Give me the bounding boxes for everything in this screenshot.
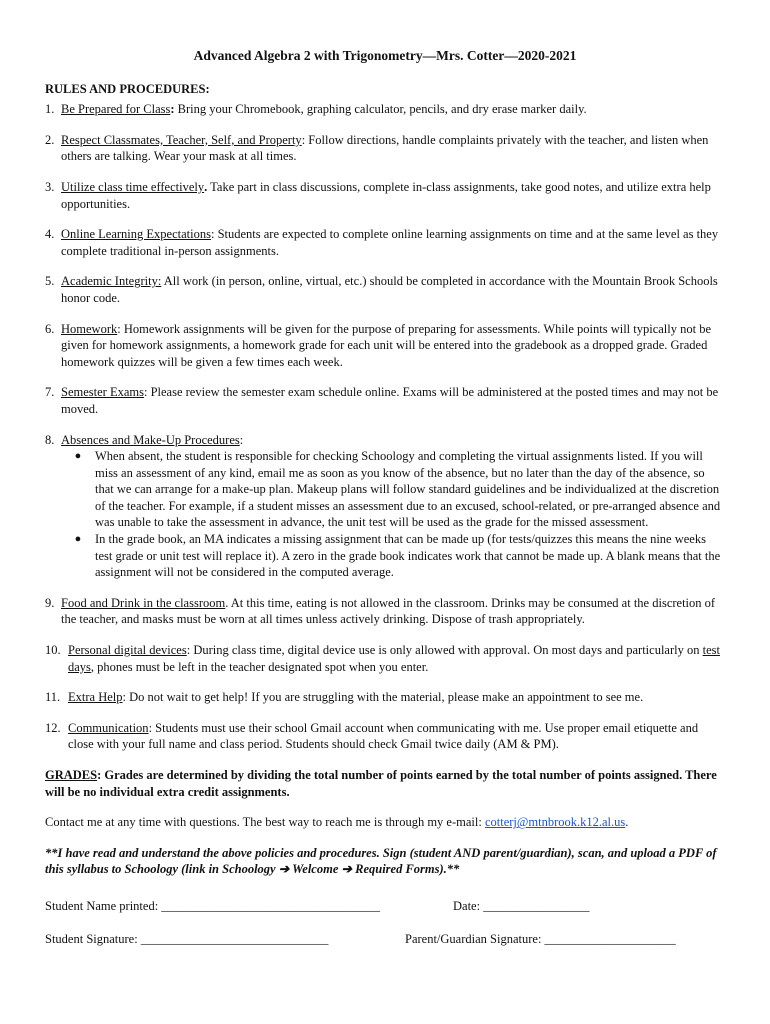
arrow-right-icon: ➔ bbox=[278, 862, 290, 877]
arrow-right-icon: ➔ bbox=[341, 862, 352, 877]
rule-title: Be Prepared for Class bbox=[61, 102, 171, 117]
rule-1 bbox=[45, 101, 725, 118]
page-title: Advanced Algebra 2 with Trigonometry—Mrs. Cotter—2020-2021 bbox=[193, 48, 577, 63]
rule-number: 9. bbox=[45, 595, 55, 610]
rule-number: 6. bbox=[45, 321, 55, 336]
student-name-field[interactable]: Student Name printed: ___________________________________ bbox=[45, 898, 381, 913]
rule-title: Homework bbox=[61, 321, 118, 336]
rule-2 bbox=[45, 132, 725, 165]
rule-separator: . bbox=[204, 179, 208, 194]
bullet-icon: ● bbox=[74, 533, 82, 546]
rule-separator: : bbox=[143, 385, 148, 400]
grades-paragraph bbox=[45, 767, 725, 800]
rule-number: 5. bbox=[45, 274, 55, 289]
rule-text: At this time, eating is not allowed in the classroom. Drinks may be consumed at the discretion of the teacher, and masks must be worn at all times unless actively drinking. Dispose of trash appropriately. bbox=[61, 595, 716, 627]
acknowledgement-paragraph bbox=[45, 845, 725, 878]
rule-title: Respect Classmates, Teacher, Self, and Property bbox=[61, 132, 302, 147]
rule-text: Take part in class discussions, complete in-class assignments, take good notes, and utilize extra help opportunities. bbox=[61, 179, 711, 211]
rule-separator: : bbox=[148, 720, 153, 735]
rule-11 bbox=[45, 689, 725, 706]
rule-number: 11. bbox=[45, 690, 61, 705]
acknowledgement-text: **I have read and understand the above policies and procedures. Sign (student AND parent/guardian), scan, and upload a PDF of this syllabus to Schoology (link in Schoology bbox=[45, 845, 717, 877]
rules-heading: RULES AND PROCEDURES: bbox=[45, 81, 210, 96]
rule-title: Communication bbox=[68, 720, 149, 735]
rule-text-end: , phones must be left in the teacher designated spot when you enter. bbox=[90, 659, 429, 674]
rule-title: Online Learning Expectations bbox=[61, 227, 211, 242]
rule-number: 7. bbox=[45, 385, 55, 400]
signature-row-name bbox=[45, 898, 725, 915]
rule-text: Follow directions, handle complaints privately with the teacher, and listen when others are talking. Wear your mask at all times. bbox=[61, 132, 709, 164]
rule-text: Do not wait to get help! If you are struggling with the material, please make an appointment to see me. bbox=[125, 690, 644, 705]
rule-4 bbox=[45, 226, 725, 259]
rule-title: Personal digital devices bbox=[68, 643, 187, 658]
rule-10 bbox=[45, 642, 725, 675]
rule-separator: : bbox=[186, 643, 191, 658]
acknowledgement-step-forms: Required Forms).** bbox=[352, 862, 460, 877]
grades-text: : Grades are determined by dividing the total number of points earned by the total number of points assigned. There will be no individual extra credit assignments. bbox=[45, 768, 717, 799]
rule-text: Students are expected to complete online learning assignments on time and at the same level as they complete traditional in-person assignments. bbox=[61, 227, 719, 258]
rule-separator: : bbox=[117, 321, 121, 336]
rule-number: 1. bbox=[45, 102, 55, 117]
bullet-text: In the grade book, an MA indicates a missing assignment that can be made up (for tests/quizzes this means the nine weeks test grade or unit test will replace it). A zero in the grade book indicates work that cannot be made up. A blank means that the assignment will not be considered in the computed average. bbox=[95, 532, 721, 580]
contact-paragraph bbox=[45, 814, 725, 831]
student-signature-field[interactable]: Student Signature: ______________________________ bbox=[45, 931, 329, 946]
syllabus-page bbox=[45, 48, 725, 963]
rule-number: 3. bbox=[45, 179, 55, 194]
rule-text: Bring your Chromebook, graphing calculator, pencils, and dry erase marker daily. bbox=[174, 102, 587, 117]
rule-number: 2. bbox=[45, 132, 55, 147]
rule-6 bbox=[45, 321, 725, 371]
bullet-icon: ● bbox=[74, 450, 82, 463]
rule-separator: : bbox=[170, 102, 175, 117]
rule-title: Semester Exams bbox=[61, 385, 144, 400]
acknowledgement-step-welcome: Welcome bbox=[289, 862, 342, 877]
email-link[interactable]: cotterj@mtnbrook.k12.al.us bbox=[484, 815, 626, 830]
rule-3 bbox=[45, 179, 725, 212]
absence-bullet-list bbox=[61, 448, 725, 581]
list-item bbox=[61, 448, 725, 531]
rule-separator: : bbox=[210, 227, 215, 242]
rule-title: Food and Drink in the classroom bbox=[61, 595, 226, 610]
rule-separator: : bbox=[239, 432, 244, 447]
date-field[interactable]: Date: _________________ bbox=[453, 898, 590, 913]
rule-number: 10. bbox=[45, 643, 61, 658]
rule-number: 4. bbox=[45, 227, 55, 242]
rule-12 bbox=[45, 720, 725, 753]
rule-text: Please review the semester exam schedule online. Exams will be administered at the posted times and may not be moved. bbox=[61, 385, 719, 416]
rule-separator: . bbox=[225, 595, 229, 610]
rule-number: 8. bbox=[45, 432, 55, 447]
rule-separator: : bbox=[122, 690, 126, 705]
underlined-phrase: test days bbox=[68, 643, 720, 674]
contact-end: . bbox=[625, 815, 629, 830]
rule-text: Students must use their school Gmail account when communicating with me. Use proper email etiquette and close with your full name and class period. Students should check Gmail twice daily (AM & PM). bbox=[68, 720, 699, 752]
rule-separator: : bbox=[301, 132, 306, 147]
grades-heading: GRADES bbox=[45, 768, 98, 782]
list-item bbox=[61, 531, 725, 581]
rule-text: All work (in person, online, virtual, etc.) should be completed in accordance with the Mountain Brook Schools honor code. bbox=[61, 274, 718, 305]
rule-8 bbox=[45, 432, 725, 581]
signature-row-signatures bbox=[45, 931, 725, 948]
rule-text: Homework assignments will be given for the purpose of preparing for assessments. While points will typically not be given for homework assignments, a homework grade for each unit will be entered into the gradebook as a dropped grade. Graded homework quizzes will be given a few times each week. bbox=[61, 321, 712, 369]
rule-5 bbox=[45, 273, 725, 306]
bullet-text: When absent, the student is responsible for checking Schoology and completing the virtual assignments listed. If you will miss an assessment of any kind, email me as soon as you know of the absence, but no later than the day of the absence, so that we can arrange for a make-up plan. Makeup plans will follow standard guidelines and be individualized at the discretion of the teacher. For example, if a student misses an assessment due to an excused, school-related, or pre-arranged absence and was unable to take the assessment in advance, the unit test will be used as the grade for the missed assessment. bbox=[95, 449, 721, 530]
rule-title: Academic Integrity: bbox=[61, 274, 162, 289]
rule-title: Utilize class time effectively bbox=[61, 179, 205, 194]
rule-title: Absences and Make-Up Procedures bbox=[61, 432, 240, 447]
rule-9 bbox=[45, 595, 725, 628]
rule-number: 12. bbox=[45, 720, 61, 735]
parent-signature-field[interactable]: Parent/Guardian Signature: _____________________ bbox=[405, 931, 676, 946]
rule-title: Extra Help bbox=[68, 690, 123, 705]
rule-text: During class time, digital device use is only allowed with approval. On most days and particularly on bbox=[190, 643, 703, 658]
contact-text: Contact me at any time with questions. The best way to reach me is through my e-mail: bbox=[45, 815, 485, 830]
rule-7 bbox=[45, 384, 725, 417]
